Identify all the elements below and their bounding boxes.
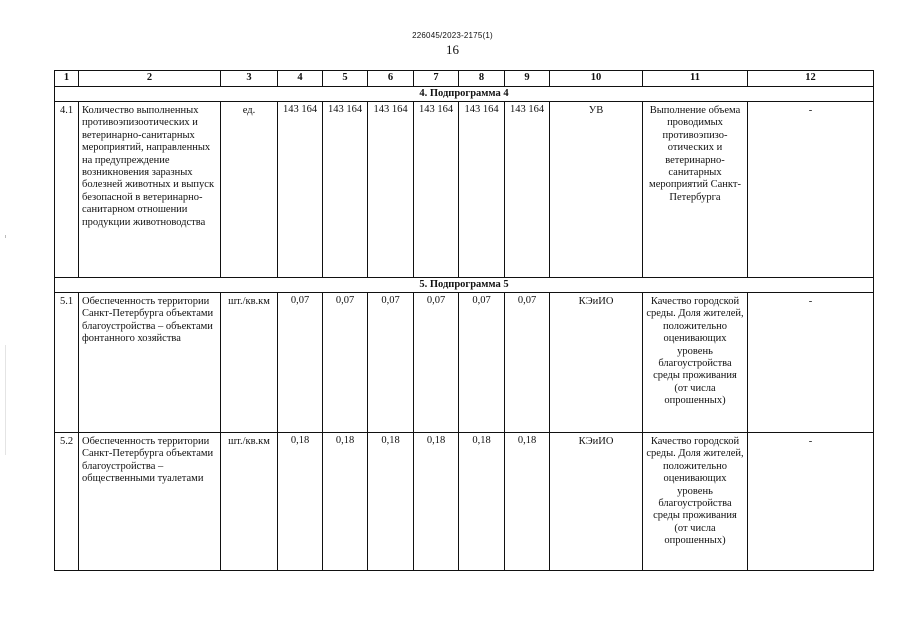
document-id: 226045/2023-2175(1) — [412, 31, 493, 40]
value-cell: 0,07 — [278, 293, 323, 433]
column-header: 7 — [414, 71, 459, 87]
column-header: 5 — [323, 71, 368, 87]
value-cell: 0,18 — [323, 433, 368, 571]
value-cell: 0,07 — [414, 293, 459, 433]
unit-of-measure: шт./кв.км — [221, 433, 278, 571]
value-cell: 0,07 — [459, 293, 505, 433]
table-row — [55, 433, 874, 571]
column-header: 8 — [459, 71, 505, 87]
row-number: 4.1 — [55, 102, 79, 278]
indicator-name: Обеспеченность территории Санкт-Петербурга объектами благоустройства – объектами фонтанного хозяйства — [79, 293, 221, 433]
column-header: 11 — [643, 71, 748, 87]
executor: КЭиИО — [550, 433, 643, 571]
note: - — [748, 293, 874, 433]
column-header: 4 — [278, 71, 323, 87]
executor: КЭиИО — [550, 293, 643, 433]
value-cell: 0,07 — [368, 293, 414, 433]
value-cell: 143 164 — [414, 102, 459, 278]
note: - — [748, 102, 874, 278]
value-cell: 0,18 — [368, 433, 414, 571]
note: - — [748, 433, 874, 571]
target-indicator: Качество городской среды. Доля жителей, положительно оценивающих уровень благоустройства среды проживания (от числа опрошенных) — [643, 293, 748, 433]
row-number: 5.2 — [55, 433, 79, 571]
row-number: 5.1 — [55, 293, 79, 433]
indicator-name: Количество выполненных противоэпизоотических и ветеринарно-санитарных мероприятий, направленных на предупреждение возникновения заразных болезней животных и выпуск безопасной в ветеринарно-санитарном отношении продукции животноводства — [79, 102, 221, 278]
target-indicator: Выполнение объема проводимых противоэпизо-отических и ветеринарно-санитарных мероприятий Санкт-Петербурга — [643, 102, 748, 278]
margin-scan-mark — [5, 345, 6, 455]
indicator-name: Обеспеченность территории Санкт-Петербурга объектами благоустройства – общественными туалетами — [79, 433, 221, 571]
column-header: 3 — [221, 71, 278, 87]
section-title: 5. Подпрограмма 5 — [55, 278, 874, 293]
table-row — [55, 102, 874, 278]
value-cell: 0,07 — [323, 293, 368, 433]
indicators-table — [54, 70, 874, 571]
value-cell: 143 164 — [278, 102, 323, 278]
column-header: 2 — [79, 71, 221, 87]
column-number-row — [55, 71, 874, 87]
page-number: 16 — [446, 42, 459, 57]
section-row — [55, 87, 874, 102]
column-header: 9 — [505, 71, 550, 87]
value-cell: 0,07 — [505, 293, 550, 433]
value-cell: 143 164 — [368, 102, 414, 278]
value-cell: 0,18 — [505, 433, 550, 571]
column-header: 1 — [55, 71, 79, 87]
unit-of-measure: шт./кв.км — [221, 293, 278, 433]
value-cell: 0,18 — [278, 433, 323, 571]
margin-scan-mark — [5, 235, 6, 238]
column-header: 6 — [368, 71, 414, 87]
section-title: 4. Подпрограмма 4 — [55, 87, 874, 102]
value-cell: 143 164 — [459, 102, 505, 278]
target-indicator: Качество городской среды. Доля жителей, положительно оценивающих уровень благоустройства среды проживания (от числа опрошенных) — [643, 433, 748, 571]
value-cell: 143 164 — [505, 102, 550, 278]
value-cell: 0,18 — [414, 433, 459, 571]
column-header: 10 — [550, 71, 643, 87]
executor: УВ — [550, 102, 643, 278]
section-row — [55, 278, 874, 293]
unit-of-measure: ед. — [221, 102, 278, 278]
column-header: 12 — [748, 71, 874, 87]
value-cell: 143 164 — [323, 102, 368, 278]
table-row — [55, 293, 874, 433]
value-cell: 0,18 — [459, 433, 505, 571]
